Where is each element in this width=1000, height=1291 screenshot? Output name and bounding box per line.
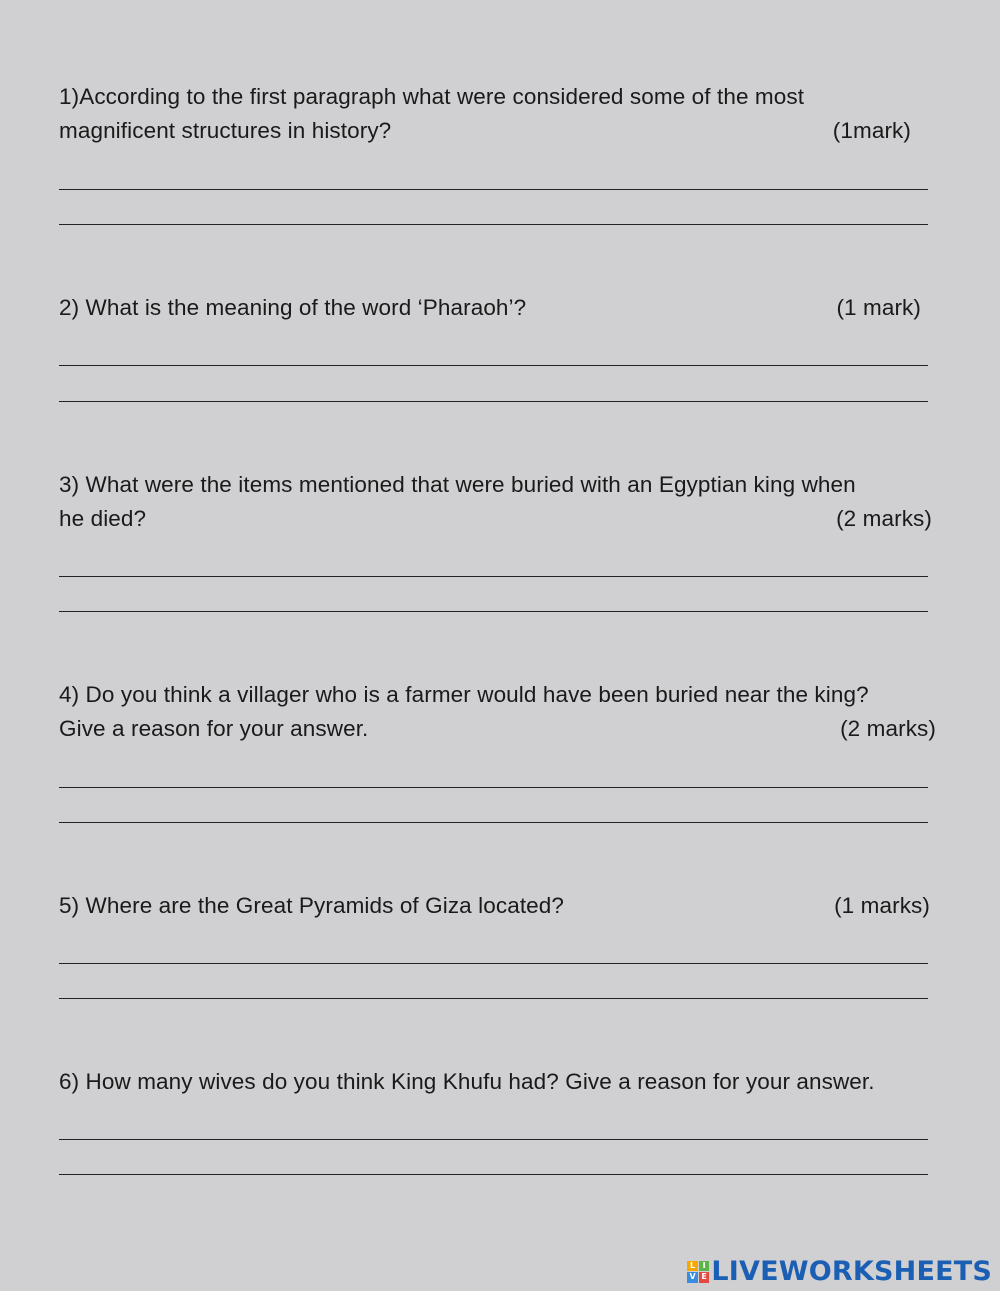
liveworksheets-logo [687, 1256, 992, 1287]
question-2-text: 2) What is the meaning of the word ‘Pharaoh’? [59, 295, 527, 320]
question-1 [59, 80, 911, 148]
question-4-text-line-2: Give a reason for your answer. [59, 716, 369, 741]
question-3-text-line-1: 3) What were the items mentioned that were buried with an Egyptian king when [59, 472, 856, 497]
question-2-marks: (1 mark) [836, 295, 921, 320]
logo-mark-letter: V [687, 1272, 698, 1283]
question-4-text-line-1: 4) Do you think a villager who is a farmer would have been buried near the king? [59, 682, 869, 707]
logo-mark-letter: E [699, 1272, 710, 1283]
question-4 [59, 678, 936, 746]
answer-line-5a[interactable] [59, 963, 928, 964]
answer-line-3a[interactable] [59, 576, 928, 577]
question-3-text-line-2: he died? [59, 506, 147, 531]
liveworksheets-logo-text: LIVEWORKSHEETS [711, 1256, 992, 1287]
question-3 [59, 468, 932, 536]
answer-line-4a[interactable] [59, 787, 928, 788]
answer-line-5b[interactable] [59, 998, 928, 999]
question-5-marks: (1 marks) [834, 893, 930, 918]
question-6-text: 6) How many wives do you think King Khufu had? Give a reason for your answer. [59, 1069, 875, 1094]
answer-line-6b[interactable] [59, 1174, 928, 1175]
answer-line-2b[interactable] [59, 401, 928, 402]
question-4-marks: (2 marks) [840, 716, 936, 741]
answer-line-1b[interactable] [59, 224, 928, 225]
question-1-text-line-2: magnificent structures in history? [59, 118, 392, 143]
question-5-text: 5) Where are the Great Pyramids of Giza located? [59, 893, 565, 918]
question-1-text-line-1: 1)According to the first paragraph what were considered some of the most [59, 84, 805, 109]
logo-mark-letter: I [699, 1261, 710, 1272]
question-5 [59, 889, 930, 923]
answer-line-4b[interactable] [59, 822, 928, 823]
question-3-marks: (2 marks) [836, 506, 932, 531]
question-6 [59, 1065, 939, 1099]
answer-line-2a[interactable] [59, 365, 928, 366]
answer-line-3b[interactable] [59, 611, 928, 612]
logo-mark-letter: L [687, 1261, 698, 1272]
answer-line-1a[interactable] [59, 189, 928, 190]
question-2 [59, 291, 921, 325]
answer-line-6a[interactable] [59, 1139, 928, 1140]
liveworksheets-logo-icon [687, 1261, 709, 1283]
question-1-marks: (1mark) [832, 118, 911, 143]
